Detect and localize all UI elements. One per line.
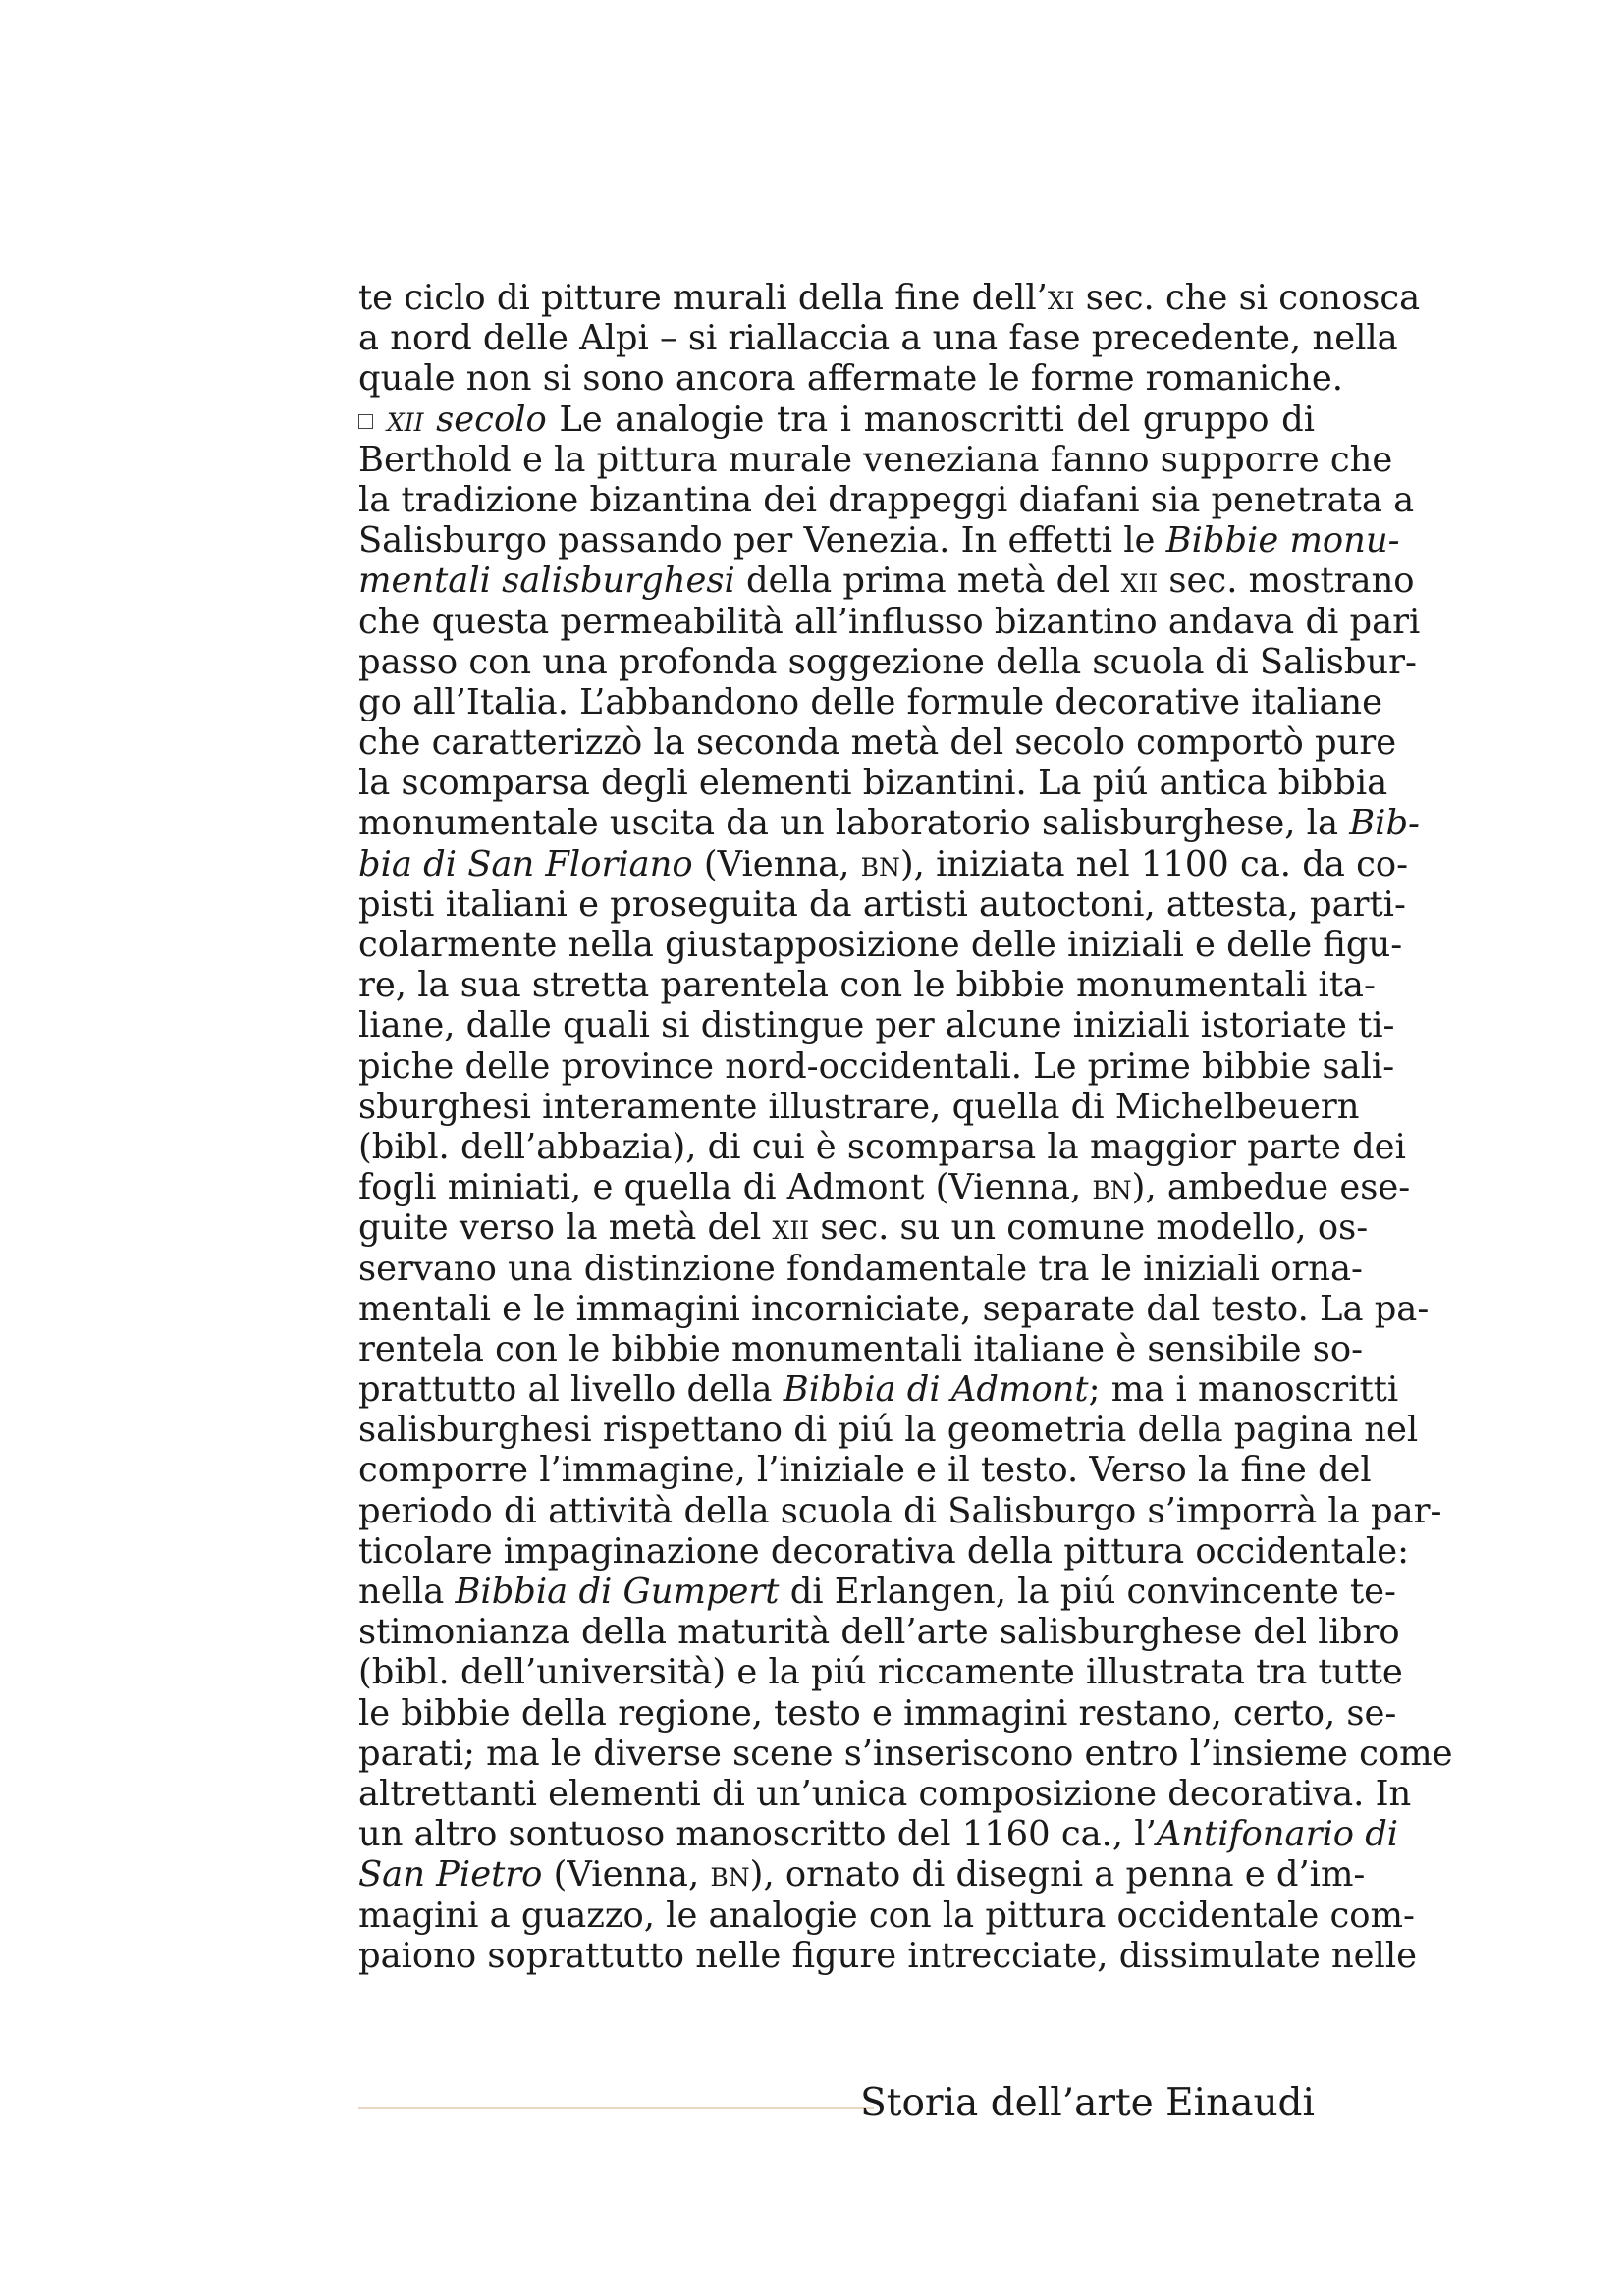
text-line [358,1450,1372,1491]
text-run: la tradizione bizantina dei drappeggi diafani sia penetrata a [358,479,1415,520]
text-run: bia di San Floriano [358,843,693,884]
text-line [358,1207,1369,1249]
text-line [358,965,1376,1006]
text-line [358,1045,1395,1087]
text-line [358,1773,1412,1814]
text-line [358,1126,1406,1167]
text-run: monumentale uscita da un laboratorio salisburghese, la [358,803,1350,844]
text-run: le bibbie della regione, testo e immagini restano, certo, se- [358,1692,1397,1734]
section-bullet-icon [358,414,373,429]
text-run: ), ambedue ese- [1131,1167,1411,1208]
text-line [358,1692,1397,1734]
text-line [358,1328,1364,1369]
text-run: xii [772,1207,810,1249]
text-run: sec. su un comune modello, os- [809,1207,1369,1249]
text-run: Le analogie tra i manoscritti del gruppo di [546,399,1316,440]
text-line [358,681,1383,722]
text-line [358,400,1315,440]
text-line [358,1410,1419,1451]
text-line [358,1490,1442,1531]
text-run: sburghesi interamente illustrare, quella di Michelbeuern [358,1086,1360,1127]
text-run: stimonianza della maturità dell’arte salisburghese del libro [358,1612,1400,1653]
text-run: (bibl. dell’abbazia), di cui è scomparsa la maggior parte dei [358,1126,1406,1167]
text-line [358,1086,1360,1127]
text-run: xii [1120,561,1159,602]
footer-title: Storia dell’arte Einaudi [860,2081,1315,2125]
text-run: parati; ma le diverse scene s’inseriscono entro l’insieme come [358,1733,1453,1774]
text-line [358,925,1403,965]
text-run: San Pietro [358,1854,543,1896]
text-run: comporre l’immagine, l’iniziale e il testo. Verso la fine del [358,1450,1372,1491]
text-run: bn [1092,1167,1132,1208]
text-run: Salisburgo passando per Venezia. In effetti le [358,520,1166,561]
text-run: fogli miniati, e quella di Admont (Vienna, [358,1167,1093,1208]
text-line [358,1248,1363,1289]
text-line [358,1733,1453,1774]
text-run: piche delle province nord-occidentali. Le prime bibbie sali- [358,1045,1395,1087]
text-run: sec. che si conosca [1074,278,1421,318]
text-run: bn [710,1854,750,1896]
text-line [358,520,1400,561]
text-run: (Vienna, [692,843,861,884]
text-run: Bibbia di Gumpert [455,1572,780,1612]
body-text [358,278,1453,1976]
text-run: a nord delle Alpi – si riallaccia a una fase precedente, nella [358,318,1398,359]
text-line [358,1612,1400,1653]
text-run: nella [358,1572,456,1612]
text-run: della prima metà del [734,561,1121,602]
text-run: (bibl. dell’università) e la piú riccamente illustrata tra tutte [358,1652,1403,1693]
text-run: mentali e le immagini incorniciate, separate dal testo. La pa- [358,1288,1430,1329]
text-run: che caratterizzò la seconda metà del secolo comportò pure [358,722,1397,764]
text-run: ), ornato di disegni a penna e d’im- [749,1854,1366,1896]
text-line [358,1652,1403,1693]
text-line [358,1854,1366,1896]
text-run: che questa permeabilità all’influsso bizantino andava di pari [358,601,1421,642]
text-run: ticolare impaginazione decorativa della pittura occidentale: [358,1530,1409,1572]
text-run: re, la sua stretta parentela con le bibbie monumentali ita- [358,965,1376,1006]
text-line [358,1935,1418,1976]
text-line [358,883,1406,925]
text-run: salisburghesi rispettano di piú la geometria della pagina nel [358,1410,1419,1451]
text-run: di Erlangen, la piú convincente te- [779,1572,1396,1612]
text-line [358,278,1421,318]
text-run: (Vienna, [542,1854,711,1896]
text-line [358,439,1393,480]
text-run: un altro sontuoso manoscritto del 1160 ca., l’ [358,1814,1157,1855]
text-run: servano una distinzione fondamentale tra le iniziali orna- [358,1248,1363,1289]
text-run: pisti italiani e proseguita da artisti autoctoni, attesta, parti- [358,883,1406,925]
text-run: Berthold e la pittura murale veneziana fanno supporre che [358,439,1393,480]
text-run: passo con una profonda soggezione della scuola di Salisbur- [358,641,1417,682]
text-line [358,561,1415,602]
text-line [358,763,1388,804]
text-run: ; ma i manoscritti [1088,1369,1399,1411]
text-line [358,358,1343,400]
text-line [358,1167,1411,1208]
text-line [358,641,1417,682]
text-run: te ciclo di pitture murali della fine dell’ [358,278,1048,318]
text-line [358,479,1415,520]
text-run: magini a guazzo, le analogie con la pittura occidentale com- [358,1895,1415,1936]
text-line [358,1369,1399,1411]
text-line [358,1814,1399,1855]
text-run: xi [1047,278,1075,318]
text-line [358,1572,1396,1612]
text-run: Bib- [1349,803,1420,844]
text-line [358,843,1409,884]
text-run: bn [860,843,900,884]
text-run: sec. mostrano [1158,561,1415,602]
text-line [358,1288,1430,1329]
text-line [358,1895,1415,1936]
text-run: ), iniziata nel 1100 ca. da co- [899,843,1409,884]
text-run: liane, dalle quali si distingue per alcune iniziali istoriate ti- [358,1005,1395,1046]
text-run: rentela con le bibbie monumentali italiane è sensibile so- [358,1328,1364,1369]
footer-rule [358,2107,874,2109]
text-line [358,601,1421,642]
text-run: colarmente nella giustapposizione delle iniziali e delle figu- [358,925,1403,965]
text-run: go all’Italia. L’abbandono delle formule decorative italiane [358,681,1383,722]
text-run: la scomparsa degli elementi bizantini. La piú antica bibbia [358,763,1388,804]
text-run: xii [387,399,424,440]
text-run: Bibbie monu- [1165,520,1400,561]
text-run: paiono soprattutto nelle figure intrecciate, dissimulate nelle [358,1935,1418,1976]
text-line [358,1530,1409,1572]
text-line [358,722,1397,764]
text-run: quale non si sono ancora affermate le forme romaniche. [358,358,1343,400]
text-line [358,318,1398,359]
text-run: prattutto al livello della [358,1369,784,1411]
text-line [358,1005,1395,1046]
text-run: Antifonario di [1156,1814,1399,1855]
text-run: altrettanti elementi di un’unica composizione decorativa. In [358,1773,1412,1814]
text-run: secolo [423,399,547,440]
text-run: guite verso la metà del [358,1207,773,1249]
text-run: periodo di attività della scuola di Salisburgo s’imporrà la par- [358,1490,1442,1531]
text-run: mentali salisburghesi [358,561,735,602]
text-run: Bibbia di Admont [783,1369,1089,1411]
text-line [358,803,1420,844]
